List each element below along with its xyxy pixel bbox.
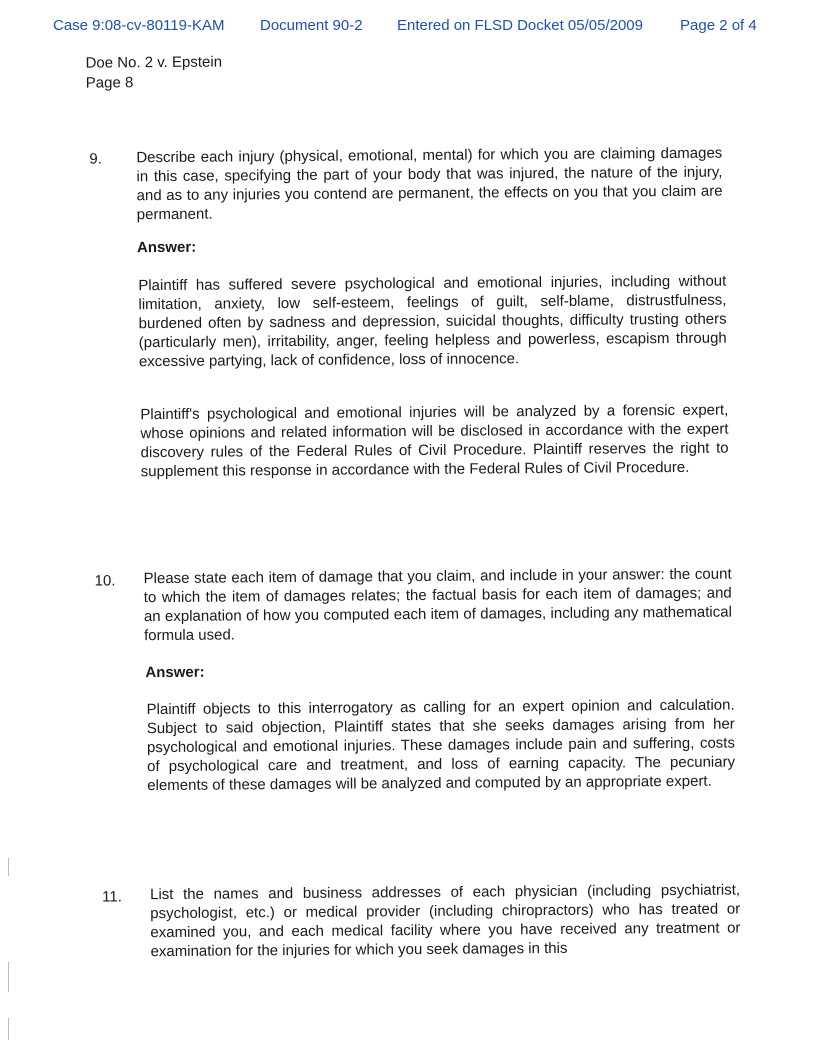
item-number: 9.	[89, 150, 102, 168]
question-text: Please state each item of damage that you claim, and include in your answer: the count to which the item of damages relates; the factual basis for each item of damages; and an explanation of how you computed each item of damages, including any mathematical formula used.	[143, 565, 732, 645]
scan-artifact	[8, 962, 9, 992]
page-indicator: Page 2 of 4	[680, 17, 757, 34]
case-number: Case 9:08-cv-80119-KAM	[53, 17, 225, 34]
case-caption	[85, 53, 222, 94]
item-number: 11.	[102, 888, 122, 906]
answer-paragraph: Plaintiff objects to this interrogatory as calling for an expert opinion and calculation. Subject to said objection, Plaintiff states that she seeks damages arising from her psychological and emotional injuries. These damages include pain and suffering, costs of psychological care and treatment, and loss of earning capacity. The pecuniary elements of these damages will be analyzed and computed by an appropriate expert.	[146, 696, 736, 795]
answer-paragraph: Plaintiff's psychological and emotional injuries will be analyzed by a forensic expert, whose opinions and related information will be disclosed in accordance with the expert discovery rules of the Federal Rules of Civil Procedure. Plaintiff reserves the right to supplement this response in accordance with the Federal Rules of Civil Procedure.	[140, 401, 729, 481]
scan-artifact	[8, 858, 9, 876]
answer-label: Answer:	[136, 238, 197, 257]
question-text: Describe each injury (physical, emotional, mental) for which you are claiming damages in this case, specifying the part of your body that was injured, the nature of the injury, and as to any injuries you contend are permanent, the effects on you that you claim are permanent.	[136, 144, 723, 224]
question-text: List the names and business addresses of each physician (including psychiatrist, psychologist, etc.) or medical provider (including chiropractors) who has treated or examined you, and each medical facility where you have received any treatment or examination for the injuries for which you seek damages in this	[150, 881, 741, 961]
caption-title: Doe No. 2 v. Epstein	[85, 53, 223, 72]
answer-paragraph: Plaintiff has suffered severe psychological and emotional injuries, including without limitation, anxiety, low self-esteem, feelings of guilt, self-blame, distrustfulness, burdened often by sadness and depression, suicidal thoughts, difficulty trusting others (particularly men), irritability, anger, feeling helpless and powerless, escapism through excessive partying, lack of confidence, loss of innocence.	[138, 272, 727, 371]
caption-page: Page 8	[85, 74, 134, 92]
item-number: 10.	[94, 572, 116, 590]
docket-entry-date: Entered on FLSD Docket 05/05/2009	[397, 17, 643, 34]
answer-label: Answer:	[145, 663, 205, 682]
scan-artifact	[8, 1018, 9, 1040]
document-number: Document 90-2	[260, 17, 363, 34]
